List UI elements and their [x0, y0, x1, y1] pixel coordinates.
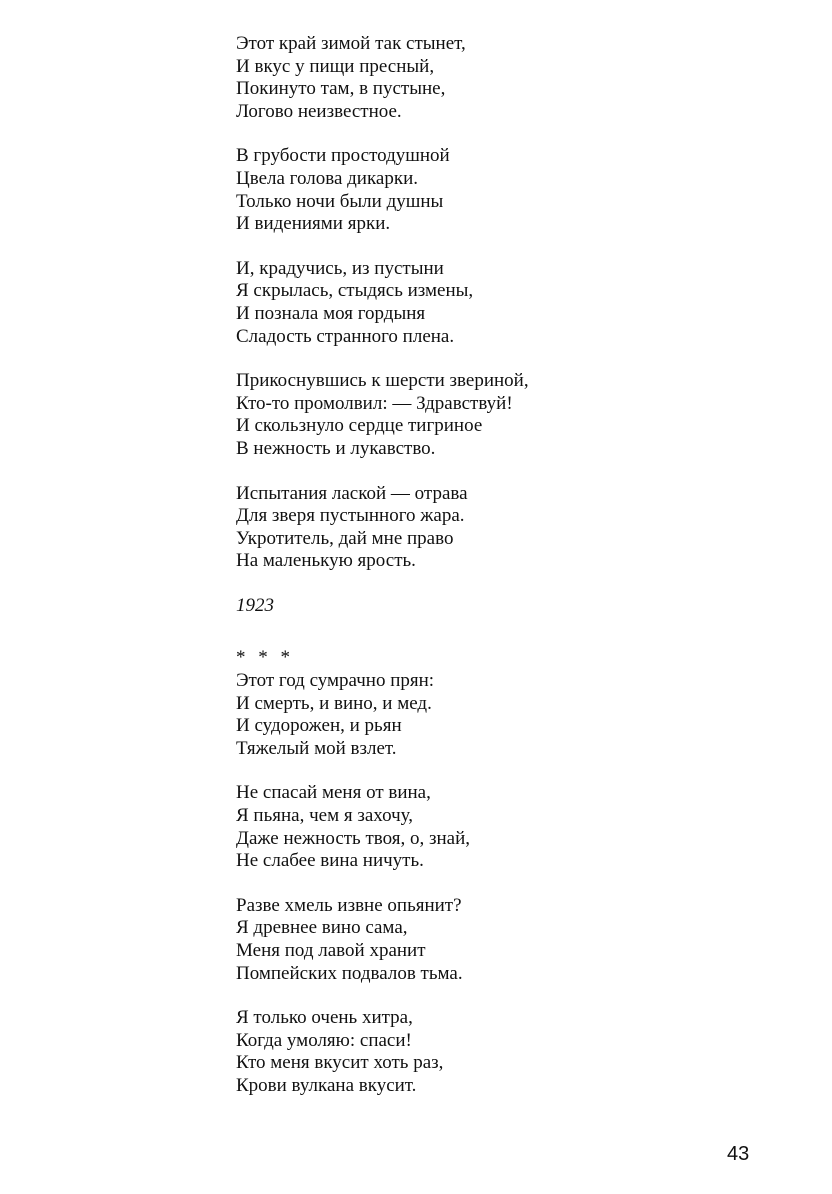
stanza	[236, 33, 796, 123]
poem-line: Покинуто там, в пустыне,	[236, 78, 446, 100]
poem-line: Я пьяна, чем я захочу,	[236, 805, 413, 827]
poem-line: Не слабее вина ничуть.	[236, 850, 424, 872]
poem-line: И видениями ярки.	[236, 213, 391, 235]
poem-line: Когда умоляю: спаси!	[236, 1029, 412, 1051]
poem-line: Не спасай меня от вина,	[236, 782, 431, 804]
poem-line: Я скрылась, стыдясь измены,	[236, 280, 474, 302]
poem-line: Этот край зимой так стынет,	[236, 33, 466, 54]
poem-line: И скользнуло сердце тигриное	[236, 415, 483, 437]
stanza	[236, 483, 796, 573]
poem-line: Помпейских подвалов тьма.	[236, 962, 463, 984]
page-body	[236, 33, 796, 1120]
poem-date: 1923	[236, 594, 274, 616]
poem-line: На маленькую ярость.	[236, 550, 416, 572]
poem-1	[236, 33, 796, 617]
page-number: 43	[727, 1143, 750, 1165]
poem-line: Укротитель, дай мне право	[236, 527, 454, 549]
stanza	[236, 145, 796, 235]
stanza	[236, 895, 796, 985]
stanza	[236, 1007, 796, 1097]
poem-line: Я только очень хитра,	[236, 1007, 413, 1029]
poem-line: Прикоснувшись к шерсти звериной,	[236, 370, 529, 392]
poem-line: Цвела голова дикарки.	[236, 167, 418, 189]
poem-line: И смерть, и вино, и мед.	[236, 692, 432, 714]
poem-line: В грубости простодушной	[236, 145, 450, 167]
poem-line: Разве хмель извне опьянит?	[236, 894, 462, 916]
poem-line: В нежность и лукавство.	[236, 437, 436, 459]
stanza	[236, 370, 796, 460]
poem-line: И познала моя гордыня	[236, 302, 426, 324]
poem-line: Только ночи были душны	[236, 190, 444, 212]
poem-line: Этот год сумрачно прян:	[236, 670, 435, 692]
poem-line: Испытания лаской — отрава	[236, 482, 468, 504]
poem-line: Кто меня вкусит хоть раз,	[236, 1052, 444, 1074]
stanza	[236, 782, 796, 872]
section-separator: * * *	[236, 647, 294, 669]
poem-line: Я древнее вино сама,	[236, 917, 408, 939]
poem-line: И судорожен, и рьян	[236, 715, 402, 737]
poem-line: Крови вулкана вкусит.	[236, 1074, 417, 1096]
stanza	[236, 670, 796, 760]
poem-line: Даже нежность твоя, о, знай,	[236, 827, 471, 849]
poem-line: И вкус у пищи пресный,	[236, 55, 435, 77]
poem-2	[236, 670, 796, 1098]
poem-line: Тяжелый мой взлет.	[236, 737, 397, 759]
poem-line: Кто-то промолвил: — Здравствуй!	[236, 392, 513, 414]
poem-line: И, крадучись, из пустыни	[236, 257, 444, 279]
poem-line: Для зверя пустынного жара.	[236, 505, 465, 527]
poem-line: Логово неизвестное.	[236, 100, 402, 122]
poem-line: Сладость странного плена.	[236, 325, 455, 347]
stanza	[236, 258, 796, 348]
poem-line: Меня под лавой хранит	[236, 940, 426, 961]
